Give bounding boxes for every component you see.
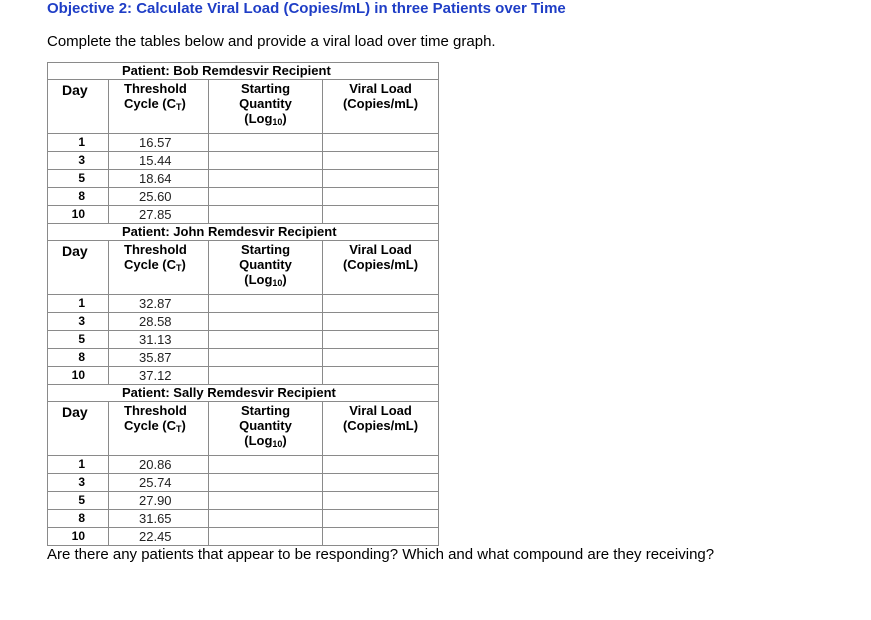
day-header (48, 80, 109, 134)
starting-header-line3 (209, 111, 322, 128)
viral-load-cell[interactable] (323, 134, 439, 152)
day-cell: 1 (48, 134, 109, 152)
starting-quantity-cell[interactable] (209, 170, 323, 188)
day-cell: 8 (48, 510, 109, 528)
threshold-cell: 16.57 (109, 134, 209, 152)
starting-quantity-cell[interactable] (209, 295, 323, 313)
viral-header-line2: (Copies/mL) (342, 257, 419, 272)
header-row (48, 80, 439, 134)
threshold-cell: 37.12 (109, 367, 209, 385)
starting-header-line1: Starting (240, 242, 291, 257)
threshold-header-close: ) (181, 257, 186, 272)
starting-header-close: ) (282, 433, 287, 448)
instructions-text: Complete the tables below and provide a viral load over time graph. (47, 33, 496, 50)
day-cell: 10 (48, 367, 109, 385)
patient-title-row (48, 385, 439, 402)
viral-header-line1: Viral Load (349, 403, 412, 418)
starting-header-line3 (209, 272, 322, 289)
threshold-header-sub: T (176, 263, 182, 273)
starting-header-text: (Log (244, 272, 273, 287)
data-row (48, 134, 439, 152)
threshold-header-sub: T (176, 102, 182, 112)
question-text: Are there any patients that appear to be responding? Which and what compound are they receiving? (47, 546, 715, 563)
threshold-header-line1: Threshold (124, 242, 187, 257)
data-row (48, 188, 439, 206)
threshold-cell: 32.87 (109, 295, 209, 313)
threshold-cell: 28.58 (109, 313, 209, 331)
day-cell: 5 (48, 492, 109, 510)
starting-header-sub: 10 (272, 117, 283, 127)
viral-load-header (323, 402, 439, 456)
objective-heading: Objective 2: Calculate Viral Load (Copies/mL) in three Patients over Time (47, 0, 566, 17)
starting-quantity-cell[interactable] (209, 367, 323, 385)
day-cell: 1 (48, 295, 109, 313)
data-row (48, 152, 439, 170)
day-cell: 5 (48, 331, 109, 349)
data-row (48, 367, 439, 385)
starting-header-line2: Quantity (239, 418, 292, 433)
threshold-header (109, 80, 209, 134)
header-row (48, 241, 439, 295)
viral-header-line2: (Copies/mL) (342, 96, 419, 111)
starting-quantity-cell[interactable] (209, 456, 323, 474)
threshold-cell: 18.64 (109, 170, 209, 188)
data-row (48, 492, 439, 510)
viral-load-cell[interactable] (323, 474, 439, 492)
threshold-header-line1: Threshold (124, 403, 187, 418)
threshold-header-sub: T (176, 424, 182, 434)
threshold-cell: 15.44 (109, 152, 209, 170)
threshold-header-text: Cycle (C (124, 96, 177, 111)
data-row (48, 349, 439, 367)
threshold-cell: 20.86 (109, 456, 209, 474)
starting-quantity-header (209, 80, 323, 134)
data-row (48, 456, 439, 474)
viral-load-cell[interactable] (323, 313, 439, 331)
threshold-header-close: ) (181, 96, 186, 111)
starting-quantity-cell[interactable] (209, 206, 323, 224)
viral-header-line1: Viral Load (349, 242, 412, 257)
patient-tables (47, 62, 438, 546)
day-cell: 10 (48, 528, 109, 546)
day-header (48, 402, 109, 456)
patient-title: Patient: Bob Remdesvir Recipient (48, 63, 439, 80)
day-cell: 3 (48, 152, 109, 170)
day-cell: 3 (48, 474, 109, 492)
data-row (48, 528, 439, 546)
viral-load-header (323, 80, 439, 134)
viral-load-cell[interactable] (323, 456, 439, 474)
starting-quantity-header (209, 402, 323, 456)
starting-quantity-header (209, 241, 323, 295)
day-cell: 5 (48, 170, 109, 188)
data-row (48, 170, 439, 188)
day-header-label: Day (62, 243, 88, 259)
threshold-header-line1: Threshold (124, 81, 187, 96)
starting-header-sub: 10 (272, 439, 283, 449)
starting-header-sub: 10 (272, 278, 283, 288)
viral-load-header (323, 241, 439, 295)
threshold-cell: 25.74 (109, 474, 209, 492)
threshold-header (109, 241, 209, 295)
threshold-cell: 27.90 (109, 492, 209, 510)
starting-quantity-cell[interactable] (209, 510, 323, 528)
threshold-cell: 35.87 (109, 349, 209, 367)
starting-header-line2: Quantity (239, 257, 292, 272)
starting-quantity-cell[interactable] (209, 474, 323, 492)
threshold-header-line2 (124, 96, 208, 113)
data-row (48, 510, 439, 528)
viral-load-table (47, 62, 439, 546)
starting-header-line1: Starting (240, 403, 291, 418)
day-header (48, 241, 109, 295)
data-row (48, 474, 439, 492)
threshold-header-text: Cycle (C (124, 257, 177, 272)
threshold-cell: 27.85 (109, 206, 209, 224)
starting-quantity-cell[interactable] (209, 152, 323, 170)
starting-quantity-cell[interactable] (209, 349, 323, 367)
day-cell: 1 (48, 456, 109, 474)
viral-load-cell[interactable] (323, 367, 439, 385)
viral-header-line1: Viral Load (349, 81, 412, 96)
threshold-cell: 31.13 (109, 331, 209, 349)
starting-quantity-cell[interactable] (209, 528, 323, 546)
starting-quantity-cell[interactable] (209, 134, 323, 152)
data-row (48, 206, 439, 224)
threshold-cell: 22.45 (109, 528, 209, 546)
threshold-header-text: Cycle (C (124, 418, 177, 433)
starting-header-text: (Log (244, 111, 273, 126)
data-row (48, 313, 439, 331)
threshold-header-line2 (124, 257, 208, 274)
viral-load-cell[interactable] (323, 295, 439, 313)
patient-title-row (48, 63, 439, 80)
starting-header-line2: Quantity (239, 96, 292, 111)
day-cell: 8 (48, 188, 109, 206)
viral-load-cell[interactable] (323, 528, 439, 546)
starting-quantity-cell[interactable] (209, 331, 323, 349)
viral-load-cell[interactable] (323, 349, 439, 367)
viral-load-cell[interactable] (323, 206, 439, 224)
data-row (48, 331, 439, 349)
day-cell: 8 (48, 349, 109, 367)
header-row (48, 402, 439, 456)
starting-quantity-cell[interactable] (209, 313, 323, 331)
starting-header-line1: Starting (240, 81, 291, 96)
threshold-header-close: ) (181, 418, 186, 433)
viral-load-cell[interactable] (323, 188, 439, 206)
threshold-cell: 31.65 (109, 510, 209, 528)
day-header-label: Day (62, 404, 88, 420)
day-cell: 10 (48, 206, 109, 224)
starting-header-close: ) (282, 272, 287, 287)
day-header-label: Day (62, 82, 88, 98)
starting-quantity-cell[interactable] (209, 188, 323, 206)
starting-quantity-cell[interactable] (209, 492, 323, 510)
viral-load-cell[interactable] (323, 152, 439, 170)
viral-load-cell[interactable] (323, 331, 439, 349)
day-cell: 3 (48, 313, 109, 331)
starting-header-line3 (209, 433, 322, 450)
patient-title: Patient: Sally Remdesvir Recipient (48, 385, 439, 402)
viral-load-cell[interactable] (323, 492, 439, 510)
starting-header-close: ) (282, 111, 287, 126)
threshold-cell: 25.60 (109, 188, 209, 206)
threshold-header-line2 (124, 418, 208, 435)
viral-load-cell[interactable] (323, 170, 439, 188)
data-row (48, 295, 439, 313)
viral-header-line2: (Copies/mL) (342, 418, 419, 433)
viral-load-cell[interactable] (323, 510, 439, 528)
starting-header-text: (Log (244, 433, 273, 448)
threshold-header (109, 402, 209, 456)
patient-title: Patient: John Remdesvir Recipient (48, 224, 439, 241)
patient-title-row (48, 224, 439, 241)
